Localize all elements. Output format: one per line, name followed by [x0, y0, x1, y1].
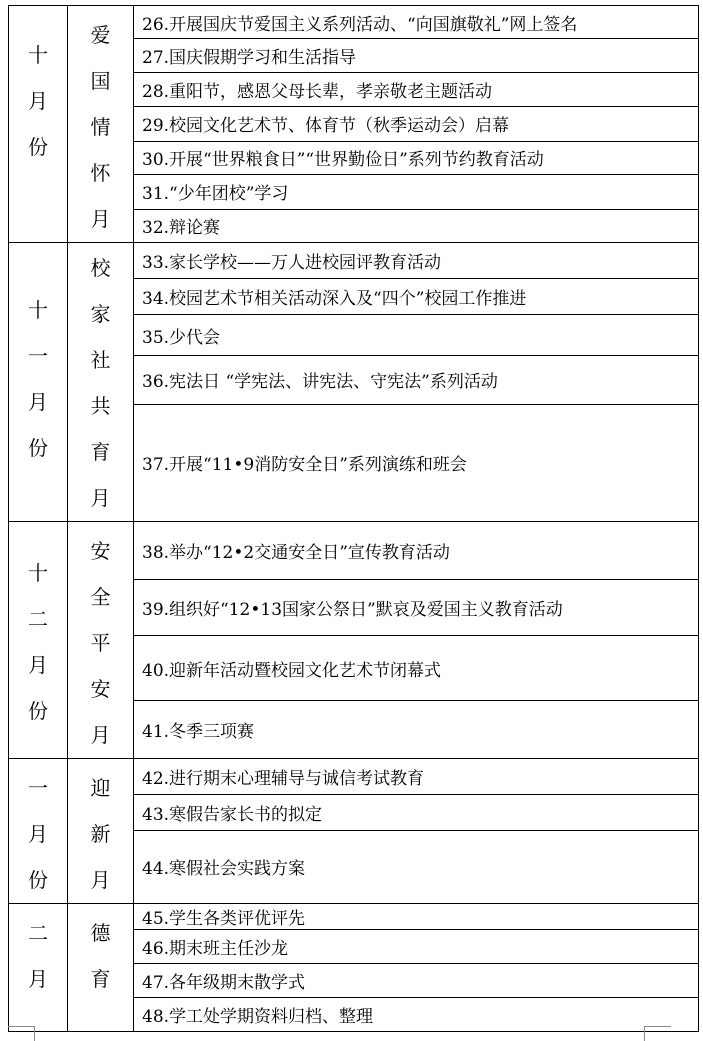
activity-item: 39.组织好“12•13国家公祭日”默哀及爱国主义教育活动 — [134, 580, 699, 636]
theme-char: 校 — [90, 256, 111, 280]
theme-cell — [68, 904, 134, 1032]
theme-char: 月 — [90, 723, 111, 747]
table-row — [9, 243, 699, 279]
month-char: 月 — [28, 89, 48, 113]
month-char: 份 — [28, 436, 48, 460]
activity-item: 46.期末班主任沙龙 — [134, 930, 699, 964]
activity-item: 47.各年级期末散学式 — [134, 964, 699, 998]
table-row — [9, 522, 699, 580]
month-char: 月 — [28, 822, 48, 846]
month-char: 份 — [28, 868, 48, 892]
activity-item: 44.寒假社会实践方案 — [134, 830, 699, 903]
theme-char: 社 — [90, 348, 111, 372]
theme-char: 共 — [90, 394, 111, 418]
table-row — [9, 759, 699, 795]
activity-item: 35.少代会 — [134, 315, 699, 355]
month-char: 十 — [28, 561, 48, 585]
theme-char: 国 — [90, 69, 111, 93]
month-char: 二 — [28, 921, 48, 945]
theme-char: 德 — [90, 921, 111, 945]
activity-item: 30.开展“世界粮食日”“世界勤俭日”系列节约教育活动 — [134, 141, 699, 174]
month-cell — [9, 243, 68, 522]
theme-char: 月 — [90, 207, 111, 231]
theme-char: 育 — [90, 440, 111, 464]
theme-char: 安 — [90, 539, 111, 563]
month-char: 份 — [28, 135, 48, 159]
month-char: 月 — [28, 653, 48, 677]
month-cell — [9, 759, 68, 904]
table-row — [9, 6, 699, 39]
theme-cell — [68, 243, 134, 522]
month-char: 二 — [28, 607, 48, 631]
activity-item: 45.学生各类评优评先 — [134, 904, 699, 930]
theme-char: 安 — [90, 677, 111, 701]
activity-item: 40.迎新年活动暨校园文化艺术节闭幕式 — [134, 636, 699, 700]
theme-char: 家 — [90, 302, 111, 326]
activity-item: 48.学工处学期资料归档、整理 — [134, 998, 699, 1032]
month-char: 份 — [28, 699, 48, 723]
activity-item: 43.寒假告家长书的拟定 — [134, 794, 699, 830]
activity-item: 37.开展“11•9消防安全日”系列演练和班会 — [134, 404, 699, 521]
theme-char: 新 — [90, 822, 111, 846]
month-char: 月 — [28, 967, 48, 991]
theme-cell — [68, 6, 134, 243]
activity-item: 27.国庆假期学习和生活指导 — [134, 39, 699, 72]
theme-char: 月 — [90, 868, 111, 892]
schedule-body — [9, 6, 699, 1032]
activity-item: 31.“少年团校”学习 — [134, 175, 699, 209]
activity-item: 34.校园艺术节相关活动深入及“四个”校园工作推进 — [134, 279, 699, 315]
activity-item: 29.校园文化艺术节、体育节（秋季运动会）启幕 — [134, 107, 699, 141]
theme-char: 月 — [90, 486, 111, 510]
activity-item: 26.开展国庆节爱国主义系列活动、“向国旗敬礼”网上签名 — [134, 6, 699, 39]
month-cell — [9, 522, 68, 759]
activity-item: 32.辩论赛 — [134, 209, 699, 242]
month-char: 十 — [28, 298, 48, 322]
table-row — [9, 904, 699, 930]
activity-item: 42.进行期末心理辅导与诚信考试教育 — [134, 759, 699, 795]
month-char: 月 — [28, 390, 48, 414]
month-cell — [9, 6, 68, 243]
month-char: 一 — [28, 344, 48, 368]
activity-item: 36.宪法日 “学宪法、讲宪法、守宪法”系列活动 — [134, 355, 699, 404]
month-char: 十 — [28, 43, 48, 67]
schedule-table — [8, 5, 699, 1032]
theme-cell — [68, 759, 134, 904]
theme-char: 情 — [90, 115, 111, 139]
theme-char: 平 — [90, 631, 111, 655]
activity-item: 28.重阳节，感恩父母长辈，孝亲敬老主题活动 — [134, 72, 699, 106]
theme-char: 怀 — [90, 161, 111, 185]
activity-item: 38.举办“12•2交通安全日”宣传教育活动 — [134, 522, 699, 580]
theme-char: 迎 — [90, 776, 111, 800]
theme-char: 爱 — [90, 23, 111, 47]
month-cell — [9, 904, 68, 1032]
activity-item: 41.冬季三项赛 — [134, 700, 699, 758]
theme-char: 全 — [90, 585, 111, 609]
month-char: 一 — [28, 776, 48, 800]
theme-cell — [68, 522, 134, 759]
theme-char: 育 — [90, 967, 111, 991]
activity-item: 33.家长学校——万人进校园评教育活动 — [134, 243, 699, 279]
